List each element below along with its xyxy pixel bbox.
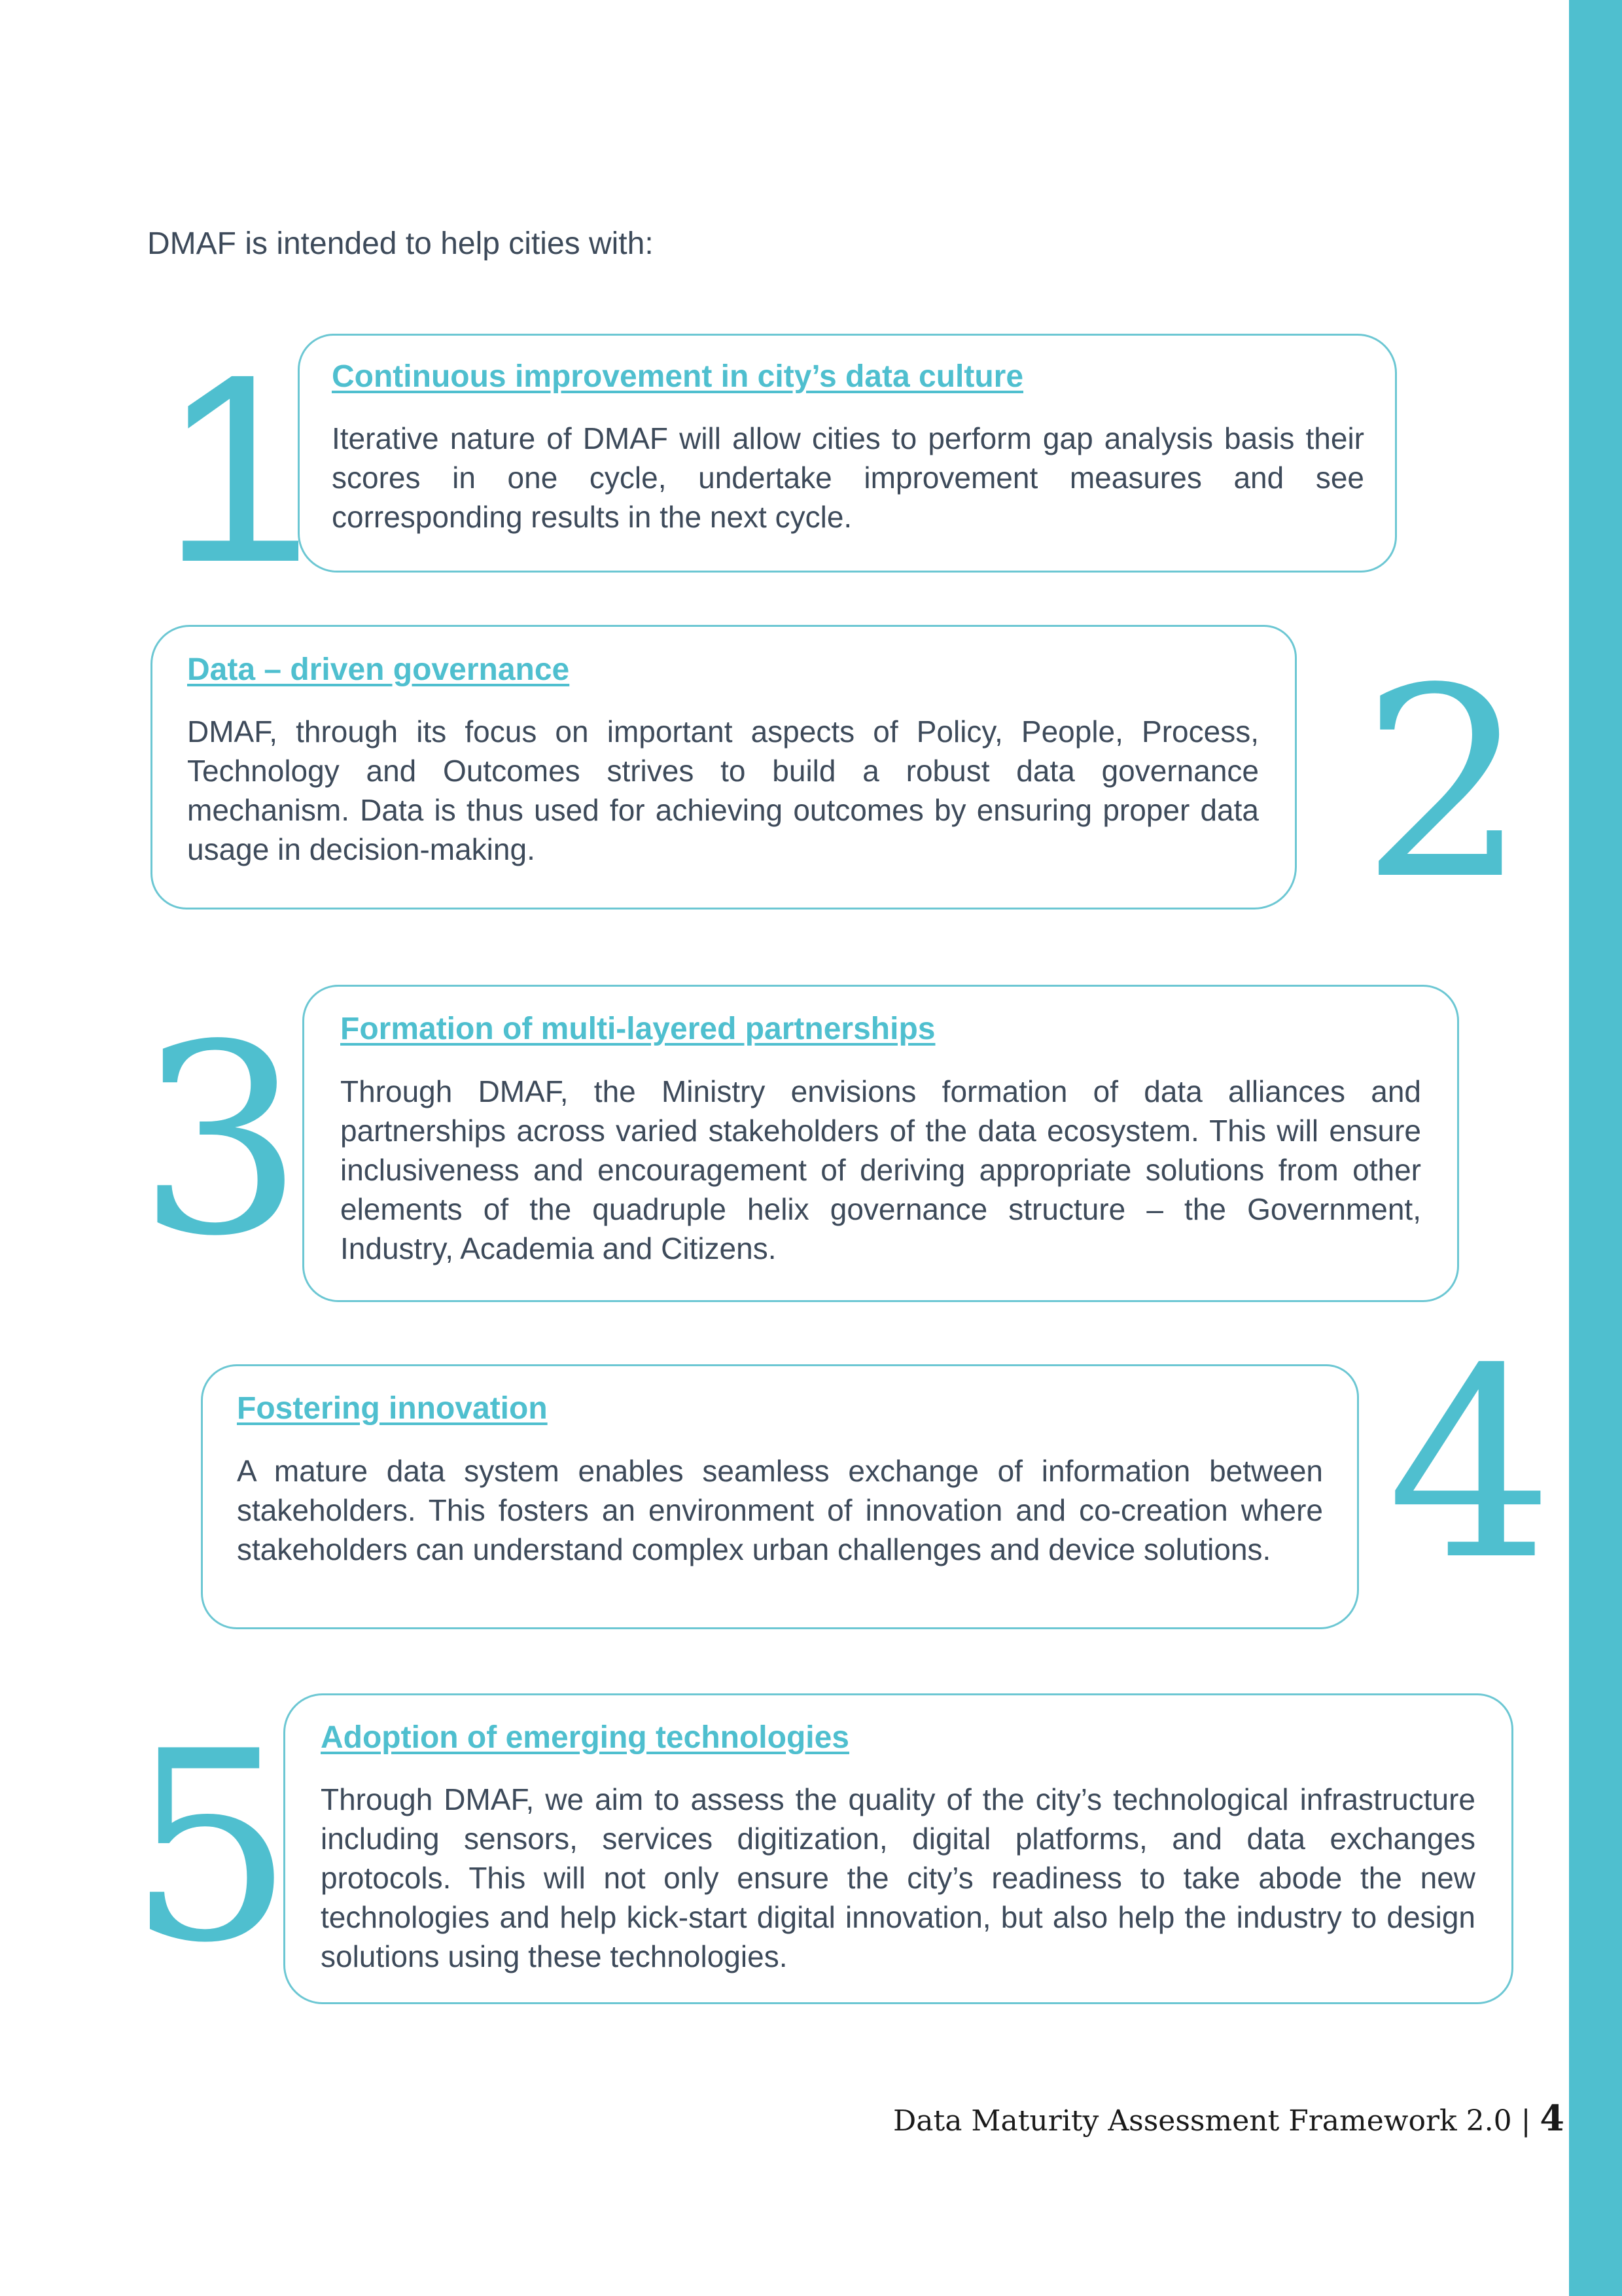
side-accent-bar <box>1569 0 1622 2296</box>
item-title-4: Fostering innovation <box>237 1391 548 1426</box>
item-body-5: Through DMAF, we aim to assess the quality of the city’s technological infrastructure including sensors, services digitization, digital platforms, and data exchanges protocols. This will not only ensure the city’s readiness to take abode the new technologies and help kick-start digital innovation, but also help the industry to design solutions using these technologies. <box>321 1782 1475 1973</box>
item-title-3: Formation of multi-layered partnerships <box>340 1012 936 1046</box>
intro-text: DMAF is intended to help cities with: <box>147 226 654 261</box>
footer-title: Data Maturity Assessment Framework 2.0 | <box>893 2104 1540 2138</box>
item-title-1: Continuous improvement in city’s data culture <box>332 359 1024 394</box>
item-number-1: 1 <box>162 318 312 618</box>
item-body-1: Iterative nature of DMAF will allow cities to perform gap analysis basis their scores in one cycle, undertake improvement measures and see corresponding results in the next cycle. <box>332 421 1364 534</box>
item-number-5: 5 <box>128 1696 294 2000</box>
item-body-3: Through DMAF, the Ministry envisions formation of data alliances and partnerships across varied stakeholders of the data ecosystem. This will ensure inclusiveness and encouragement of deriving appropriate solutions from other elements of the quadruple helix governance structure – the Government, Industry, Academia and Citizens. <box>340 1074 1421 1265</box>
page-number: 4 <box>1540 2097 1564 2139</box>
page-footer <box>893 2097 1564 2139</box>
item-title-2: Data – driven governance <box>187 652 570 687</box>
item-title-5: Adoption of emerging technologies <box>321 1720 849 1755</box>
item-body-4: A mature data system enables seamless exchange of information between stakeholders. This fosters an environment of innovation and co-creation where stakeholders can understand complex urban challenges and device solutions. <box>237 1454 1323 1566</box>
item-number-4: 4 <box>1387 1313 1554 1617</box>
item-body-2: DMAF, through its focus on important aspects of Policy, People, Process, Technology and Outcomes strives to build a robust data governance mechanism. Data is thus used for achieving outcomes by ensuring proper data usage in decision-making. <box>187 715 1259 866</box>
item-number-2: 2 <box>1361 633 1528 937</box>
item-number-3: 3 <box>137 989 304 1294</box>
